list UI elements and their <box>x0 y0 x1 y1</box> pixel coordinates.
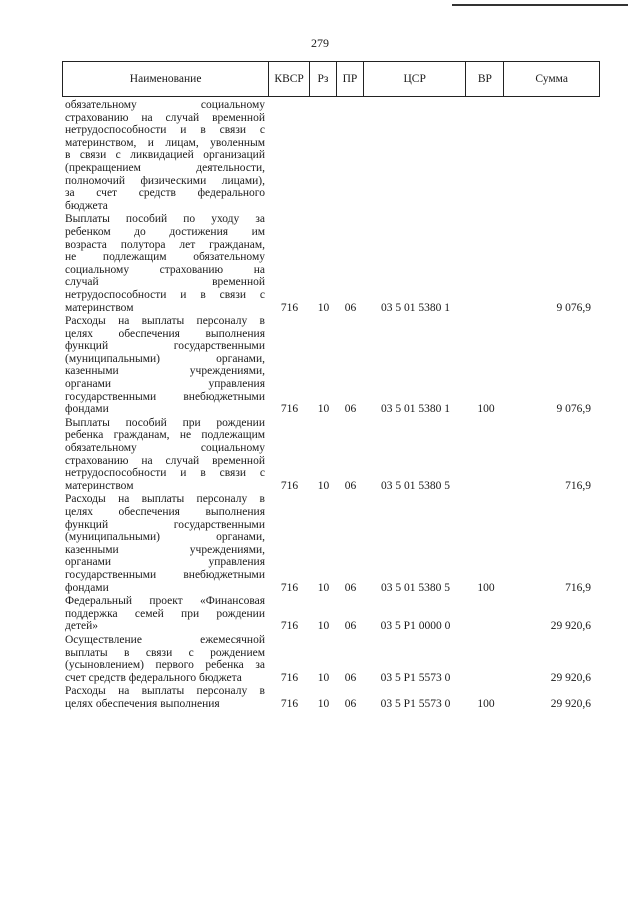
row-kvsr: 716 <box>280 479 299 492</box>
row-name-line: органами управления <box>65 556 265 569</box>
row-sum: 29 920,6 <box>550 671 591 684</box>
row-vr: 100 <box>477 697 495 710</box>
row-name-line: случай временной <box>65 276 265 289</box>
row-rz: 10 <box>317 479 330 492</box>
row-pr: 06 <box>344 479 357 492</box>
row-rz: 10 <box>317 403 330 416</box>
row-csr: 03 5 01 5380 1 <box>381 403 450 416</box>
table-row <box>62 685 600 710</box>
table-row <box>62 213 600 314</box>
row-kvsr: 716 <box>280 697 299 710</box>
row-name <box>62 634 269 684</box>
row-pr: 06 <box>344 403 357 416</box>
row-name-line: целях обеспечения выполнения <box>65 327 265 340</box>
table-row <box>62 315 600 416</box>
row-name-line: Расходы на выплаты персоналу в <box>65 493 265 506</box>
row-name-line: возраста полутора лет гражданам, <box>65 238 265 251</box>
header-name: Наименование <box>63 62 269 96</box>
row-name-line: органами управления <box>65 378 265 391</box>
table-row <box>62 595 600 633</box>
row-csr: 03 5 P1 0000 0 <box>380 620 451 633</box>
row-name-line: страхованию на случай временной <box>65 454 265 467</box>
header-csr: ЦСР <box>364 62 467 96</box>
row-name-line: казенными учреждениями, <box>65 543 265 556</box>
table-row <box>62 493 600 594</box>
header-rz: Рз <box>310 62 337 96</box>
row-name-line: нетрудоспособности и в связи с <box>65 288 265 301</box>
row-csr: 03 5 01 5380 5 <box>381 479 450 492</box>
row-sum: 29 920,6 <box>550 620 591 633</box>
header-sum: Сумма <box>535 73 568 85</box>
row-name-line: Выплаты пособий по уходу за <box>65 213 265 226</box>
row-pr: 06 <box>344 620 357 633</box>
row-name <box>62 213 269 314</box>
table-row <box>62 417 600 493</box>
row-rz: 10 <box>317 620 330 633</box>
row-name-line: фондами <box>65 403 109 416</box>
row-pr: 06 <box>344 581 357 594</box>
row-rz: 10 <box>317 581 330 594</box>
row-kvsr: 716 <box>280 403 299 416</box>
row-kvsr: 716 <box>280 301 299 314</box>
row-name-line: государственными внебюджетными <box>65 568 265 581</box>
header-pr: ПР <box>337 62 364 96</box>
row-name-line: счет средств федерального бюджета <box>65 671 242 684</box>
row-kvsr: 716 <box>280 581 299 594</box>
table-row <box>62 99 600 212</box>
row-csr: 03 5 P1 5573 0 <box>380 671 451 684</box>
row-sum: 716,9 <box>565 581 591 594</box>
row-name-line: Федеральный проект «Финансовая <box>65 595 265 608</box>
row-sum: 29 920,6 <box>550 697 591 710</box>
row-name-line: государственными внебюджетными <box>65 390 265 403</box>
top-rule <box>452 4 628 6</box>
table-header <box>62 61 600 97</box>
row-name-line: ребенком до достижения им <box>65 225 265 238</box>
row-pr: 06 <box>344 301 357 314</box>
row-name-line: ребенка гражданам, не подлежащим <box>65 429 265 442</box>
row-name-line: не подлежащим обязательному <box>65 251 265 264</box>
row-name-line: полномочий физическими лицами), <box>65 174 265 187</box>
row-name-line: (усыновлением) первого ребенка за <box>65 659 265 672</box>
row-name-line: материнством <box>65 301 134 314</box>
row-name-line: (муниципальными) органами, <box>65 352 265 365</box>
header-vr: ВР <box>466 62 504 96</box>
row-name-line: нетрудоспособности и в связи с <box>65 124 265 137</box>
row-name-line: за счет средств федерального <box>65 187 265 200</box>
table-body <box>62 99 600 711</box>
row-name <box>62 595 269 633</box>
row-name-line: функций государственными <box>65 340 265 353</box>
row-rz: 10 <box>317 671 330 684</box>
row-csr: 03 5 01 5380 1 <box>381 301 450 314</box>
row-sum: 9 076,9 <box>556 301 591 314</box>
row-rz: 10 <box>317 301 330 314</box>
row-name <box>62 417 269 493</box>
row-name-line: в связи с ликвидацией организаций <box>65 149 265 162</box>
row-name <box>62 99 269 212</box>
row-name-line: целях обеспечения выполнения <box>65 506 265 518</box>
row-name <box>62 315 269 416</box>
row-name <box>62 493 269 594</box>
page-number: 279 <box>311 36 329 50</box>
row-kvsr: 716 <box>280 620 299 633</box>
row-pr: 06 <box>344 697 357 710</box>
row-name <box>62 685 269 710</box>
row-sum: 716,9 <box>565 479 591 492</box>
row-csr: 03 5 01 5380 5 <box>381 581 450 594</box>
row-name-line: выплаты в связи с рождением <box>65 646 265 659</box>
row-name-line: обязательному социальному <box>65 99 265 111</box>
row-name-line: Расходы на выплаты персоналу в <box>65 315 265 328</box>
row-name-line: нетрудоспособности и в связи с <box>65 467 265 480</box>
row-name-line: материнством, и лицам, уволенным <box>65 136 265 149</box>
row-name-line: (муниципальными) органами, <box>65 531 265 544</box>
row-csr: 03 5 P1 5573 0 <box>380 697 451 710</box>
row-name-line: (прекращением деятельности, <box>65 161 265 174</box>
row-name-line: функций государственными <box>65 518 265 531</box>
row-name-line: социальному страхованию на <box>65 263 265 276</box>
row-kvsr: 716 <box>280 671 299 684</box>
row-sum: 9 076,9 <box>556 403 591 416</box>
row-pr: 06 <box>344 671 357 684</box>
row-name-line: Осуществление ежемесячной <box>65 633 265 646</box>
row-name-line: целях обеспечения выполнения <box>65 697 220 710</box>
row-name-line: Расходы на выплаты персоналу в <box>65 685 265 698</box>
row-name-line: фондами <box>65 581 109 594</box>
row-name-line: казенными учреждениями, <box>65 365 265 378</box>
row-name-line: обязательному социальному <box>65 442 265 455</box>
row-name-line: страхованию на случай временной <box>65 111 265 124</box>
row-name-line: детей» <box>65 620 98 633</box>
table-row <box>62 634 600 684</box>
row-name-line: Выплаты пособий при рождении <box>65 416 265 429</box>
row-name-line: бюджета <box>65 199 108 212</box>
row-vr: 100 <box>477 581 495 594</box>
row-name-line: поддержка семей при рождении <box>65 607 265 620</box>
row-vr: 100 <box>477 403 495 416</box>
budget-table <box>62 61 600 711</box>
row-rz: 10 <box>317 697 330 710</box>
row-name-line: материнством <box>65 479 134 492</box>
header-kvsr: КВСР <box>269 62 310 96</box>
